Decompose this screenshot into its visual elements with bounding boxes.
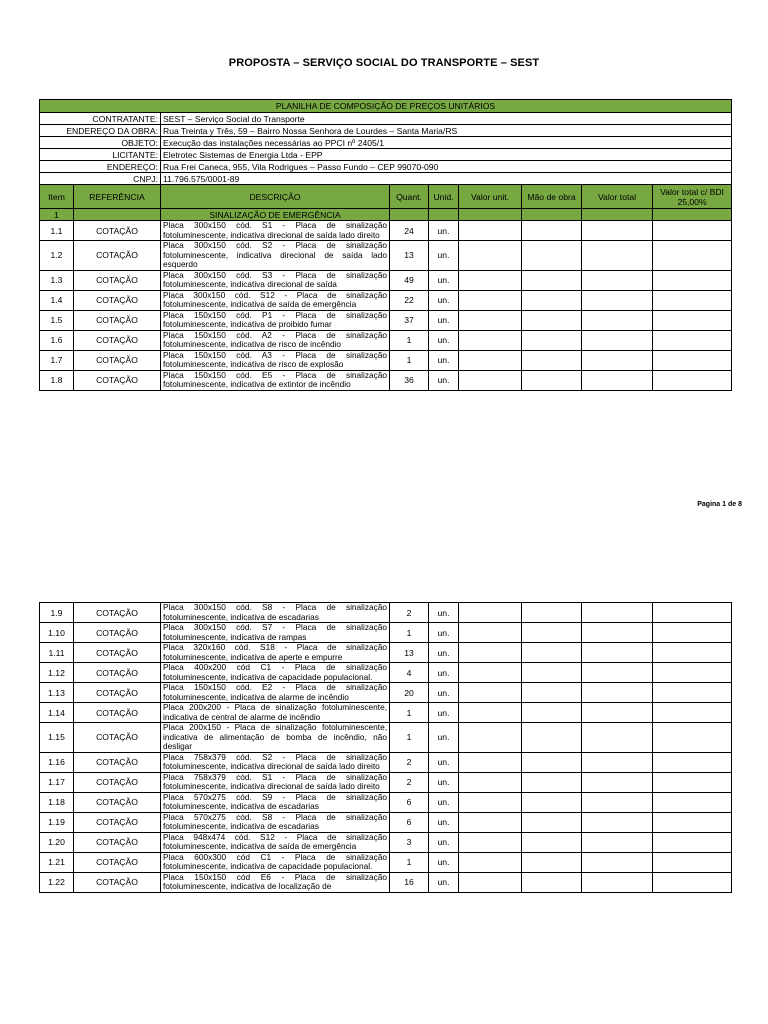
table-row <box>40 643 732 663</box>
item-number: 1.15 <box>40 723 74 753</box>
total-with-bdi-cell <box>653 603 732 623</box>
table-row <box>40 772 732 792</box>
item-number: 1.12 <box>40 663 74 683</box>
item-number: 1.20 <box>40 832 74 852</box>
section-empty-cell <box>459 209 522 221</box>
labor-cell <box>522 603 582 623</box>
total-with-bdi-cell <box>653 221 732 241</box>
labor-cell <box>522 623 582 643</box>
item-number: 1.3 <box>40 270 74 290</box>
unit: un. <box>429 350 459 370</box>
labor-cell <box>522 812 582 832</box>
unit-price-cell <box>459 812 522 832</box>
unit-price-cell <box>459 330 522 350</box>
total-with-bdi-cell <box>653 370 732 390</box>
labor-cell <box>522 643 582 663</box>
table-row <box>40 752 732 772</box>
total-value-cell <box>582 772 653 792</box>
reference: COTAÇÃO <box>74 270 161 290</box>
total-value-cell <box>582 221 653 241</box>
quantity: 1 <box>390 723 429 753</box>
reference: COTAÇÃO <box>74 350 161 370</box>
description: Placa 300x150 cód. S8 - Placa de sinalização fotoluminescente, indicativa de escadarias <box>161 603 390 623</box>
labor-cell <box>522 852 582 872</box>
column-header-row <box>40 185 732 209</box>
labor-cell <box>522 350 582 370</box>
item-number: 1.11 <box>40 643 74 663</box>
info-label: LICITANTE: <box>40 149 161 161</box>
description: Placa 150x150 cód. A3 - Placa de sinalização fotoluminescente, indicativa de risco de explosão <box>161 350 390 370</box>
item-number: 1.21 <box>40 852 74 872</box>
column-header: Valor total c/ BDI 25,00% <box>653 185 732 209</box>
total-value-cell <box>582 832 653 852</box>
total-with-bdi-cell <box>653 792 732 812</box>
table-row <box>40 370 732 390</box>
quantity: 2 <box>390 752 429 772</box>
info-label: CONTRATANTE: <box>40 113 161 125</box>
total-with-bdi-cell <box>653 623 732 643</box>
unit: un. <box>429 221 459 241</box>
total-with-bdi-cell <box>653 752 732 772</box>
unit: un. <box>429 703 459 723</box>
table-row <box>40 241 732 271</box>
info-label: CNPJ: <box>40 173 161 185</box>
item-number: 1.7 <box>40 350 74 370</box>
unit-price-cell <box>459 663 522 683</box>
item-number: 1.8 <box>40 370 74 390</box>
description: Placa 758x379 cód. S2 - Placa de sinalização fotoluminescente, indicativa direcional de saída lado direito <box>161 752 390 772</box>
description: Placa 150x150 cód. P1 - Placa de sinalização fotoluminescente, indicativa de proibido fumar <box>161 310 390 330</box>
quantity: 2 <box>390 772 429 792</box>
unit: un. <box>429 872 459 892</box>
total-with-bdi-cell <box>653 812 732 832</box>
reference: COTAÇÃO <box>74 683 161 703</box>
unit: un. <box>429 643 459 663</box>
unit: un. <box>429 792 459 812</box>
unit-price-cell <box>459 772 522 792</box>
quantity: 2 <box>390 603 429 623</box>
unit-price-cell <box>459 221 522 241</box>
info-row <box>40 149 732 161</box>
table-row <box>40 872 732 892</box>
total-with-bdi-cell <box>653 852 732 872</box>
total-value-cell <box>582 290 653 310</box>
quantity: 16 <box>390 872 429 892</box>
labor-cell <box>522 370 582 390</box>
item-number: 1.6 <box>40 330 74 350</box>
item-number: 1.13 <box>40 683 74 703</box>
description: Placa 150x150 cód E6 - Placa de sinalização fotoluminescente, indicativa de localização de <box>161 872 390 892</box>
table-row <box>40 703 732 723</box>
quantity: 36 <box>390 370 429 390</box>
unit-price-cell <box>459 703 522 723</box>
total-with-bdi-cell <box>653 241 732 271</box>
labor-cell <box>522 703 582 723</box>
table-row <box>40 812 732 832</box>
total-value-cell <box>582 663 653 683</box>
labor-cell <box>522 752 582 772</box>
sheet-heading: PLANILHA DE COMPOSIÇÃO DE PREÇOS UNITÁRIOS <box>40 100 732 113</box>
reference: COTAÇÃO <box>74 832 161 852</box>
unit: un. <box>429 772 459 792</box>
table-row <box>40 683 732 703</box>
unit: un. <box>429 663 459 683</box>
unit-price-cell <box>459 832 522 852</box>
description: Placa 200x150 - Placa de sinalização fotoluminescente, indicativa de alimentação de bomba de incêndio, não desligar <box>161 723 390 753</box>
reference: COTAÇÃO <box>74 623 161 643</box>
description: Placa 570x275 cód. S9 - Placa de sinalização fotoluminescente, indicativa de escadarias <box>161 792 390 812</box>
item-number: 1.1 <box>40 221 74 241</box>
total-with-bdi-cell <box>653 832 732 852</box>
info-value: Rua Treinta y Três, 59 – Bairro Nossa Senhora de Lourdes – Santa Maria/RS <box>161 125 732 137</box>
unit: un. <box>429 270 459 290</box>
total-value-cell <box>582 852 653 872</box>
quantity: 49 <box>390 270 429 290</box>
total-value-cell <box>582 752 653 772</box>
unit-price-cell <box>459 310 522 330</box>
quantity: 22 <box>390 290 429 310</box>
table-row <box>40 310 732 330</box>
info-value: Execução das instalações necessárias ao PPCI nº 2405/1 <box>161 137 732 149</box>
quantity: 1 <box>390 623 429 643</box>
total-value-cell <box>582 623 653 643</box>
info-row <box>40 125 732 137</box>
reference: COTAÇÃO <box>74 852 161 872</box>
unit-price-cell <box>459 290 522 310</box>
reference: COTAÇÃO <box>74 872 161 892</box>
description: Placa 150x150 cód. A2 - Placa de sinalização fotoluminescente, indicativa de risco de incêndio <box>161 330 390 350</box>
total-with-bdi-cell <box>653 663 732 683</box>
table-row <box>40 290 732 310</box>
reference: COTAÇÃO <box>74 603 161 623</box>
unit-price-cell <box>459 723 522 753</box>
total-with-bdi-cell <box>653 330 732 350</box>
unit: un. <box>429 370 459 390</box>
description: Placa 948x474 cód. S12 - Placa de sinalização fotoluminescente, indicativa de saída de emergência <box>161 832 390 852</box>
reference: COTAÇÃO <box>74 723 161 753</box>
table-row <box>40 852 732 872</box>
labor-cell <box>522 290 582 310</box>
unit: un. <box>429 241 459 271</box>
info-value: SEST – Serviço Social do Transporte <box>161 113 732 125</box>
reference: COTAÇÃO <box>74 310 161 330</box>
unit-price-cell <box>459 872 522 892</box>
quantity: 3 <box>390 832 429 852</box>
item-number: 1.9 <box>40 603 74 623</box>
reference: COTAÇÃO <box>74 663 161 683</box>
table-row <box>40 603 732 623</box>
description: Placa 150x150 cód. E2 - Placa de sinalização fotoluminescente, indicativa de alarme de incêndio <box>161 683 390 703</box>
quantity: 4 <box>390 663 429 683</box>
unit: un. <box>429 310 459 330</box>
description: Placa 300x150 cód. S1 - Placa de sinalização fotoluminescente, indicativa direcional de saída lado direito <box>161 221 390 241</box>
quantity: 1 <box>390 330 429 350</box>
reference: COTAÇÃO <box>74 752 161 772</box>
unit-price-cell <box>459 270 522 290</box>
unit: un. <box>429 852 459 872</box>
total-with-bdi-cell <box>653 290 732 310</box>
labor-cell <box>522 772 582 792</box>
quantity: 6 <box>390 792 429 812</box>
labor-cell <box>522 683 582 703</box>
labor-cell <box>522 832 582 852</box>
total-with-bdi-cell <box>653 270 732 290</box>
total-with-bdi-cell <box>653 683 732 703</box>
item-number: 1.16 <box>40 752 74 772</box>
total-value-cell <box>582 370 653 390</box>
labor-cell <box>522 663 582 683</box>
reference: COTAÇÃO <box>74 290 161 310</box>
column-header: Quant. <box>390 185 429 209</box>
unit: un. <box>429 812 459 832</box>
labor-cell <box>522 270 582 290</box>
total-value-cell <box>582 350 653 370</box>
table-row <box>40 832 732 852</box>
description: Placa 150x150 cód. E5 - Placa de sinalização fotoluminescente, indicativa de extintor de incêndio <box>161 370 390 390</box>
unit: un. <box>429 723 459 753</box>
item-number: 1.10 <box>40 623 74 643</box>
unit: un. <box>429 683 459 703</box>
info-label: OBJETO: <box>40 137 161 149</box>
column-header: Valor unit. <box>459 185 522 209</box>
unit-price-cell <box>459 852 522 872</box>
unit-price-cell <box>459 792 522 812</box>
quantity: 1 <box>390 852 429 872</box>
table-row <box>40 350 732 370</box>
description: Placa 320x160 cód. S18 - Placa de sinalização fotoluminescente, indicativa de aperte e empurre <box>161 643 390 663</box>
section-title: SINALIZAÇÃO DE EMERGÊNCIA <box>161 209 390 221</box>
item-number: 1.14 <box>40 703 74 723</box>
info-value: 11.796.575/0001-89 <box>161 173 732 185</box>
table-row <box>40 623 732 643</box>
table-row <box>40 221 732 241</box>
total-value-cell <box>582 330 653 350</box>
table-row <box>40 663 732 683</box>
item-number: 1.19 <box>40 812 74 832</box>
reference: COTAÇÃO <box>74 241 161 271</box>
total-with-bdi-cell <box>653 703 732 723</box>
reference: COTAÇÃO <box>74 370 161 390</box>
document-title: PROPOSTA – SERVIÇO SOCIAL DO TRANSPORTE – SEST <box>228 57 540 69</box>
labor-cell <box>522 241 582 271</box>
description: Placa 200x200 - Placa de sinalização fotoluminescente, indicativa de central de alarme de incêndio <box>161 703 390 723</box>
reference: COTAÇÃO <box>74 792 161 812</box>
reference: COTAÇÃO <box>74 330 161 350</box>
unit: un. <box>429 290 459 310</box>
description: Placa 758x379 cód. S1 - Placa de sinalização fotoluminescente, indicativa direcional de saída lado direito <box>161 772 390 792</box>
total-value-cell <box>582 723 653 753</box>
quantity: 13 <box>390 241 429 271</box>
total-value-cell <box>582 812 653 832</box>
info-label: ENDEREÇO: <box>40 161 161 173</box>
unit-price-cell <box>459 752 522 772</box>
description: Placa 570x275 cód. S8 - Placa de sinalização fotoluminescente, indicativa de escadarias <box>161 812 390 832</box>
item-number: 1.22 <box>40 872 74 892</box>
total-value-cell <box>582 270 653 290</box>
quantity: 20 <box>390 683 429 703</box>
labor-cell <box>522 221 582 241</box>
unit: un. <box>429 603 459 623</box>
column-header: DESCRIÇÃO <box>161 185 390 209</box>
total-value-cell <box>582 792 653 812</box>
unit-price-cell <box>459 370 522 390</box>
total-value-cell <box>582 310 653 330</box>
column-header: Valor total <box>582 185 653 209</box>
quantity: 37 <box>390 310 429 330</box>
section-empty-cell <box>429 209 459 221</box>
total-value-cell <box>582 703 653 723</box>
reference: COTAÇÃO <box>74 703 161 723</box>
total-value-cell <box>582 643 653 663</box>
table-row <box>40 270 732 290</box>
quantity: 24 <box>390 221 429 241</box>
section-empty-cell <box>522 209 582 221</box>
labor-cell <box>522 872 582 892</box>
description: Placa 300x150 cód. S12 - Placa de sinalização fotoluminescente, indicativa de saída de emergência <box>161 290 390 310</box>
labor-cell <box>522 792 582 812</box>
quantity: 1 <box>390 350 429 370</box>
info-value: Rua Frei Caneca, 955, Vila Rodrigues – Passo Fundo – CEP 99070-090 <box>161 161 732 173</box>
column-header: REFERÊNCIA <box>74 185 161 209</box>
total-value-cell <box>582 683 653 703</box>
total-with-bdi-cell <box>653 772 732 792</box>
quantity: 13 <box>390 643 429 663</box>
column-header: Unid. <box>429 185 459 209</box>
labor-cell <box>522 310 582 330</box>
reference: COTAÇÃO <box>74 643 161 663</box>
info-row <box>40 173 732 185</box>
price-composition-table <box>39 99 732 391</box>
unit: un. <box>429 330 459 350</box>
unit-price-cell <box>459 623 522 643</box>
table-row <box>40 723 732 753</box>
quantity: 6 <box>390 812 429 832</box>
section-empty-cell <box>582 209 653 221</box>
total-value-cell <box>582 603 653 623</box>
item-number: 1.18 <box>40 792 74 812</box>
unit-price-cell <box>459 603 522 623</box>
quantity: 1 <box>390 703 429 723</box>
info-row <box>40 137 732 149</box>
info-label: ENDEREÇO DA OBRA: <box>40 125 161 137</box>
unit: un. <box>429 832 459 852</box>
total-with-bdi-cell <box>653 723 732 753</box>
labor-cell <box>522 330 582 350</box>
reference: COTAÇÃO <box>74 812 161 832</box>
total-value-cell <box>582 872 653 892</box>
total-with-bdi-cell <box>653 310 732 330</box>
section-item: 1 <box>40 209 74 221</box>
unit: un. <box>429 752 459 772</box>
description: Placa 600x300 cód C1 - Placa de sinalização fotoluminescente, indicativa de capacidade populacional. <box>161 852 390 872</box>
price-composition-table-continued <box>39 602 732 893</box>
unit-price-cell <box>459 350 522 370</box>
page-indicator: Pagina 1 de 8 <box>697 501 742 508</box>
total-with-bdi-cell <box>653 643 732 663</box>
unit: un. <box>429 623 459 643</box>
total-value-cell <box>582 241 653 271</box>
column-header: Item <box>40 185 74 209</box>
description: Placa 300x150 cód. S3 - Placa de sinalização fotoluminescente, indicativa direcional de saída <box>161 270 390 290</box>
table-row <box>40 792 732 812</box>
reference: COTAÇÃO <box>74 221 161 241</box>
description: Placa 400x200 cód C1 - Placa de sinalização fotoluminescente, indicativa de capacidade populacional. <box>161 663 390 683</box>
info-row <box>40 161 732 173</box>
section-ref <box>74 209 161 221</box>
info-row <box>40 113 732 125</box>
total-with-bdi-cell <box>653 350 732 370</box>
description: Placa 300x150 cód. S2 - Placa de sinalização fotoluminescente, indicativa direcional de saída lado esquerdo <box>161 241 390 271</box>
description: Placa 300x150 cód. S7 - Placa de sinalização fotoluminescente, indicativa de rampas <box>161 623 390 643</box>
item-number: 1.4 <box>40 290 74 310</box>
section-row <box>40 209 732 221</box>
unit-price-cell <box>459 643 522 663</box>
item-number: 1.17 <box>40 772 74 792</box>
item-number: 1.2 <box>40 241 74 271</box>
unit-price-cell <box>459 241 522 271</box>
total-with-bdi-cell <box>653 872 732 892</box>
section-empty-cell <box>653 209 732 221</box>
reference: COTAÇÃO <box>74 772 161 792</box>
column-header: Mão de obra <box>522 185 582 209</box>
info-value: Eletrotec Sistemas de Energia Ltda - EPP <box>161 149 732 161</box>
table-row <box>40 330 732 350</box>
unit-price-cell <box>459 683 522 703</box>
item-number: 1.5 <box>40 310 74 330</box>
labor-cell <box>522 723 582 753</box>
section-empty-cell <box>390 209 429 221</box>
